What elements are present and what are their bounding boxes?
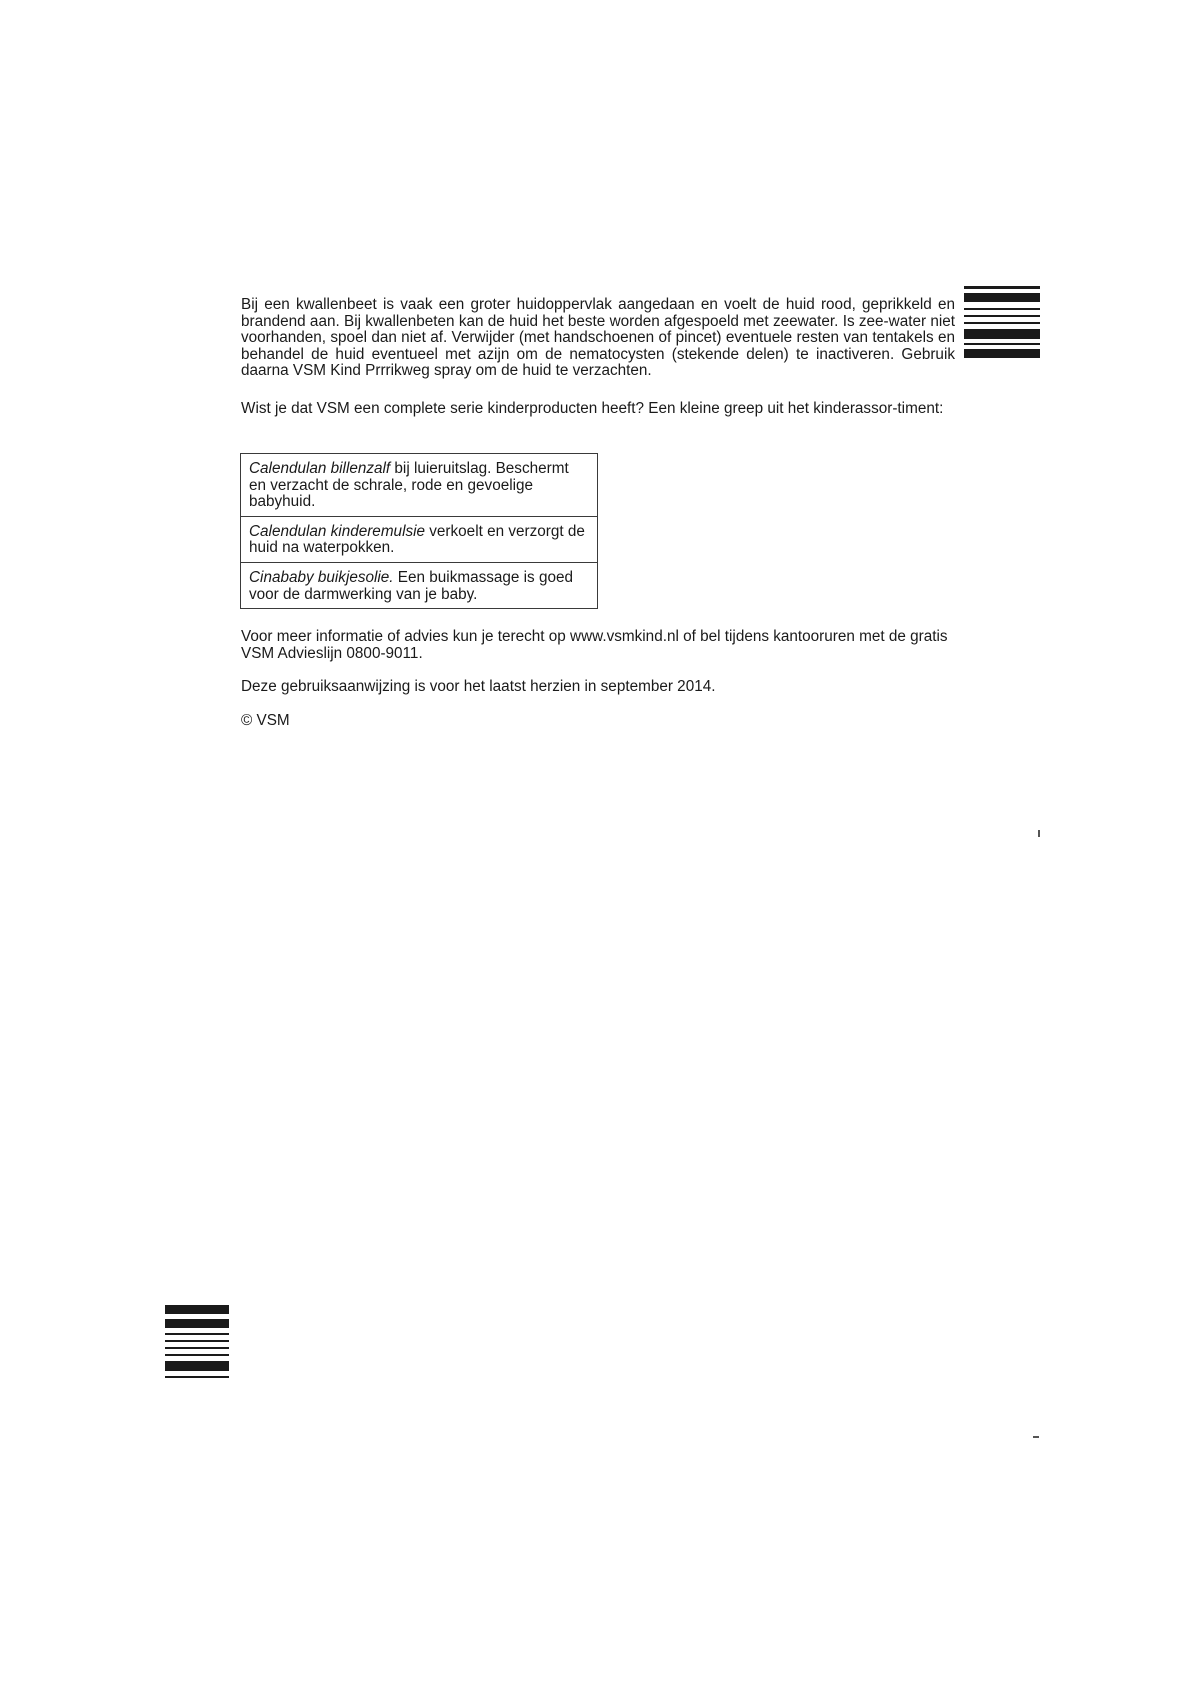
- product-table: [240, 453, 598, 609]
- crop-tick-mark: [1038, 830, 1040, 837]
- intro-paragraph: Bij een kwallenbeet is vaak een groter huidoppervlak aangedaan en voelt de huid rood, geprikkeld en brandend aan. Bij kwallenbeten kan de huid het beste worden afgespoeld met zeewater. Is zee-water niet voorhanden, spoel dan niet af. Verwijder (met handschoenen of pincet) eventuele resten van tentakels en behandel de huid eventueel met azijn om de nematocysten (stekende delen) te inactiveren. Gebruik daarna VSM Kind Prrrikweg spray om de huid te verzachten.: [241, 296, 955, 380]
- crop-tick-mark: [1033, 1436, 1039, 1438]
- registration-bars-top: [964, 286, 1040, 358]
- product-name: Calendulan kinderemulsie: [249, 522, 426, 540]
- product-cell: [241, 562, 598, 608]
- copyright-notice: © VSM: [241, 712, 290, 729]
- product-series-paragraph: Wist je dat VSM een complete serie kinderproducten heeft? Een kleine greep uit het kinderassor-timent:: [241, 400, 944, 417]
- table-row: [241, 562, 598, 608]
- product-name: Cinababy buikjesolie.: [249, 568, 394, 586]
- registration-bars-bottom: [165, 1305, 229, 1378]
- product-name: Calendulan billenzalf: [249, 460, 391, 477]
- product-cell: [241, 454, 598, 517]
- product-description: Een buikmassage is goed voor de darmwerking van je baby.: [249, 568, 573, 603]
- product-cell: [241, 516, 598, 562]
- table-row: [241, 454, 598, 517]
- product-description: verkoelt en verzorgt de huid na waterpokken.: [249, 522, 585, 557]
- revision-date-paragraph: Deze gebruiksaanwijzing is voor het laatst herzien in september 2014.: [241, 678, 716, 695]
- contact-info-paragraph: Voor meer informatie of advies kun je terecht op www.vsmkind.nl of bel tijdens kantooruren met de gratis VSM Advieslijn 0800-9011.: [241, 628, 948, 662]
- product-description: bij luieruitslag. Beschermt en verzacht de schrale, rode en gevoelige babyhuid.: [249, 460, 569, 511]
- table-row: [241, 516, 598, 562]
